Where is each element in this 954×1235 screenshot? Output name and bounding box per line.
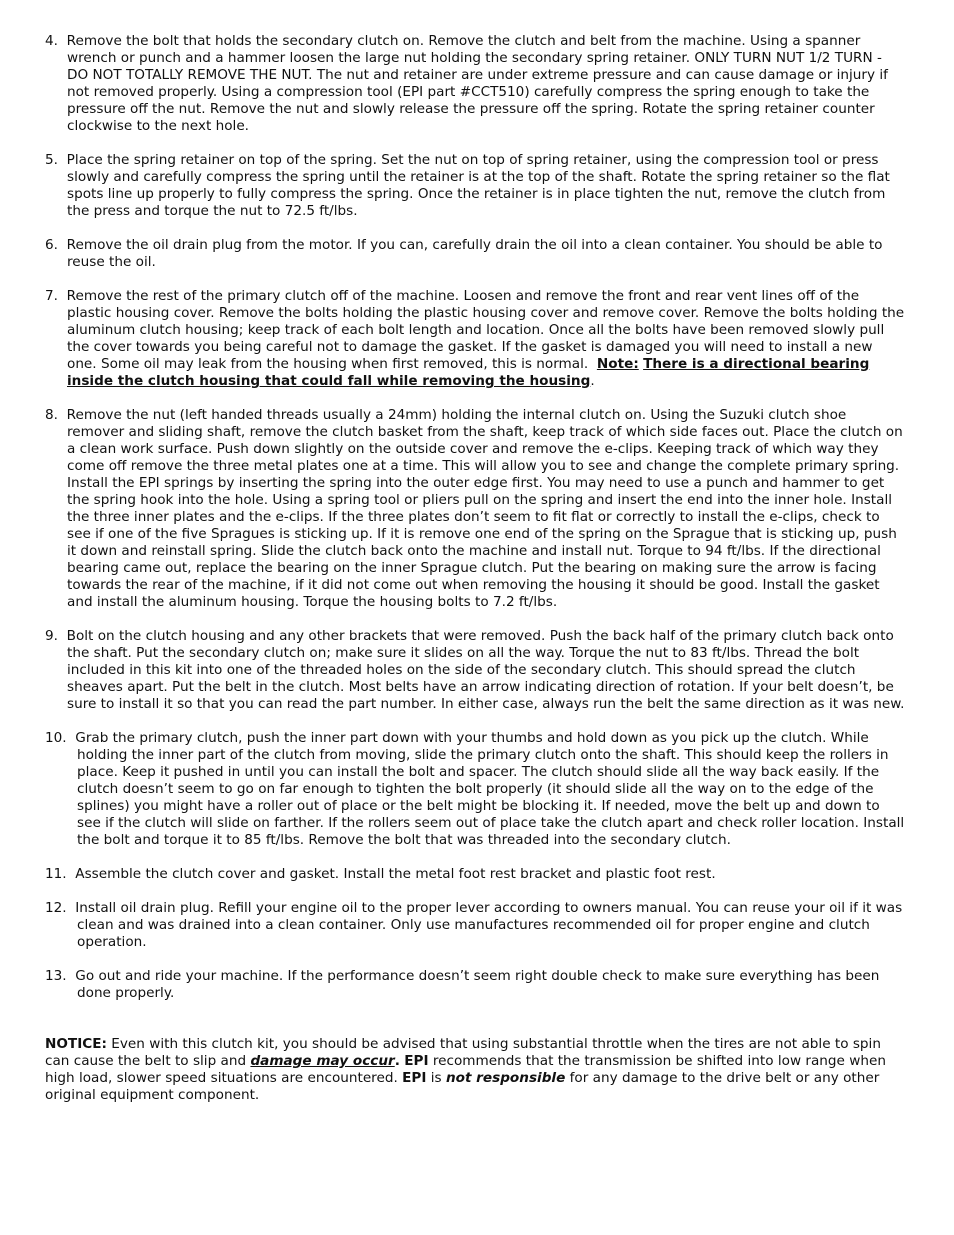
step-5 xyxy=(45,152,905,220)
brand-name: EPI xyxy=(404,1053,429,1069)
step-number: 5. xyxy=(45,152,58,168)
step-number: 7. xyxy=(45,288,58,304)
step-number: 4. xyxy=(45,33,58,49)
step-text: Assemble the clutch cover and gasket. Install the metal foot rest bracket and plastic foot rest. xyxy=(75,866,716,882)
step-text: Place the spring retainer on top of the spring. Set the nut on top of spring retainer, using the compression tool or press slowly and carefully compress the spring until the retainer is at the top of the shaft. Rotate the spring retainer so the flat spots line up properly to fully compress the spring. Once the retainer is in place tighten the nut, remove the clutch from the press and torque the nut to 72.5 ft/lbs. xyxy=(66,152,890,219)
step-text: Remove the rest of the primary clutch off of the machine. Loosen and remove the front and rear vent lines off of the plastic housing cover. Remove the bolts holding the plastic housing cover and remove cover. Remove the bolts holding the aluminum clutch housing; keep track of each bolt length and location. Once all the bolts have been removed slowly pull the cover towards you being careful not to damage the gasket. If the gasket is damaged you will need to install a new one. Some oil may leak from the housing when first removed, this is normal. xyxy=(66,288,905,372)
instructions-document xyxy=(45,33,905,1118)
step-number: 8. xyxy=(45,407,58,423)
step-number: 12. xyxy=(45,900,67,916)
step-9 xyxy=(45,628,905,713)
notice-period: . xyxy=(394,1053,400,1069)
step-text: Bolt on the clutch housing and any other brackets that were removed. Push the back half of the primary clutch back onto the shaft. Put the secondary clutch on; make sure it slides on all the way. Torque the nut to 83 ft/lbs. Thread the bolt included in this kit into one of the threaded holes on the side of the secondary clutch. This should spread the clutch sheaves apart. Put the belt in the clutch. Most belts have an arrow indicating direction of rotation. If your belt doesn’t, be sure to install it so that you can read the part number. In either case, always run the belt the same direction as it was new. xyxy=(66,628,905,712)
step-number: 10. xyxy=(45,730,67,746)
step-number: 11. xyxy=(45,866,67,882)
step-4 xyxy=(45,33,905,135)
step-number: 6. xyxy=(45,237,58,253)
step-text: Grab the primary clutch, push the inner part down with your thumbs and hold down as you pick up the clutch. While holding the inner part of the clutch from moving, slide the primary clutch onto the shaft. This should keep the rollers in place. Keep it pushed in until you can install the bolt and spacer. The clutch should slide all the way back easily. If the clutch doesn’t seem to go on far enough to tighten the bolt properly (it should slide all the way on to the edge of the splines) you might have a roller out of place or the belt might be blocking it. If needed, move the belt up and down to see if the clutch will slide on farther. If the rollers seem out of place take the clutch apart and check roller location. Install the bolt and torque it to 85 ft/lbs. Remove the bolt that was threaded into the secondary clutch. xyxy=(75,730,905,848)
step-text: Go out and ride your machine. If the performance doesn’t seem right double check to make sure everything has been done properly. xyxy=(75,968,880,1001)
notice-text: Even with this clutch kit, you should be advised that using substantial throttle when the tires are not able to spin can cause the belt to slip and xyxy=(45,1036,881,1069)
step-8 xyxy=(45,407,905,611)
notice-text: recommends that the transmission be shifted into low range when high load, slower speed situations are encountered. xyxy=(45,1053,886,1086)
notice-text: is xyxy=(426,1070,446,1086)
step-text: Remove the bolt that holds the secondary clutch on. Remove the clutch and belt from the machine. Using a spanner wrench or punch and a hammer loosen the large nut holding the secondary spring retainer. ONLY TURN NUT 1/2 TURN - DO NOT TOTALLY REMOVE THE NUT. The nut and retainer are under extreme pressure and can cause damage or injury if not removed properly. Using a compression tool (EPI part #CCT510) carefully compress the spring enough to take the pressure off the nut. Remove the nut and slowly release the pressure off the spring. Rotate the spring retainer counter clockwise to the next hole. xyxy=(66,33,888,134)
step-13 xyxy=(45,968,905,1002)
damage-warning: damage may occur xyxy=(250,1053,395,1069)
brand-name: EPI xyxy=(402,1070,427,1086)
note-period: . xyxy=(590,373,595,389)
notice-label: NOTICE: xyxy=(45,1036,107,1052)
step-12 xyxy=(45,900,905,951)
note-text: There is a directional bearing inside the clutch housing that could fall while removing the housing xyxy=(67,356,870,389)
step-text: Remove the nut (left handed threads usually a 24mm) holding the internal clutch on. Using the Suzuki clutch shoe remover and sliding shaft, remove the clutch basket from the shaft, keep track of which side faces out. Place the clutch on a clean work surface. Push down slightly on the outside cover and remove the e-clips. Keeping track of which way they come off remove the three metal plates one at a time. This will allow you to see and change the complete primary spring. Install the EPI springs by inserting the spring into the outer edge first. You may need to use a punch and hammer to get the spring hook into the hole. Using a spring tool or pliers pull on the spring and insert the end into the inner hole. Install the three inner plates and the e-clips. If the three plates don’t seem to fit flat or correctly to install the e-clips, check to see if one of the five Spragues is sticking up. If it is remove one end of the spring on the Sprague that is sticking up, push it down and reinstall spring. Slide the clutch back onto the machine and install nut. Torque to 94 ft/lbs. If the directional bearing came out, replace the bearing on the inner Sprague clutch. Put the bearing on making sure the arrow is facing towards the rear of the machine, if it did not come out when removing the housing it should be good. Install the gasket and install the aluminum housing. Torque the housing bolts to 7.2 ft/lbs. xyxy=(66,407,903,610)
step-11 xyxy=(45,866,905,883)
step-6 xyxy=(45,237,905,271)
notice-paragraph xyxy=(45,1036,905,1104)
step-10 xyxy=(45,730,905,849)
liability-disclaimer: not responsible xyxy=(445,1070,566,1086)
step-number: 9. xyxy=(45,628,58,644)
note-label: Note: xyxy=(596,356,639,372)
notice-text: for any damage to the drive belt or any other original equipment component. xyxy=(45,1070,880,1103)
step-number: 13. xyxy=(45,968,67,984)
step-text: Remove the oil drain plug from the motor. If you can, carefully drain the oil into a clean container. You should be able to reuse the oil. xyxy=(66,237,883,270)
step-7 xyxy=(45,288,905,390)
step-text: Install oil drain plug. Refill your engine oil to the proper lever according to owners manual. You can reuse your oil if it was clean and was drained into a clean container. Only use manufactures recommended oil for proper engine and clutch operation. xyxy=(75,900,903,950)
